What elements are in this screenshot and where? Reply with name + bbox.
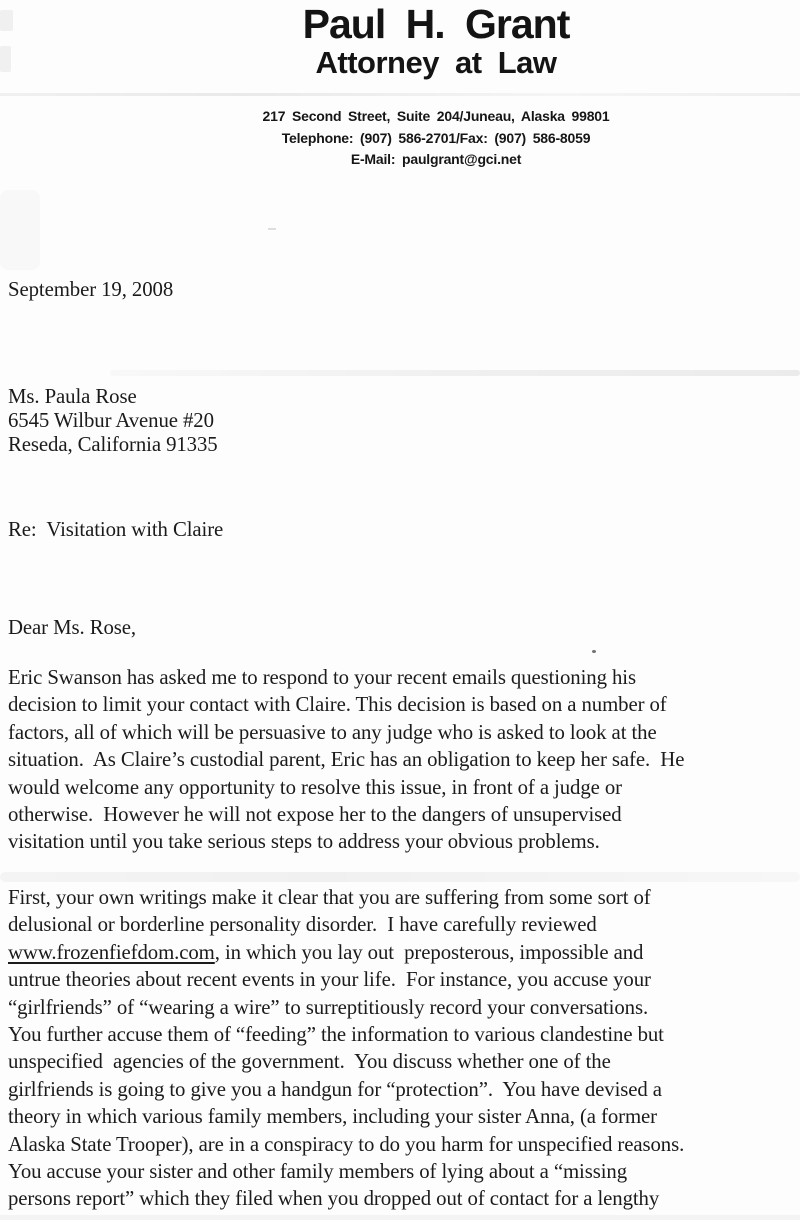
recipient-address-block [8,385,218,458]
text-line: situation. As Claire’s custodial parent, Eric has an obligation to keep her safe. He [8,748,685,772]
scan-artifact-speck [268,228,276,230]
text-line: You accuse your sister and other family members of lying about a “missing [8,1160,627,1184]
salutation [8,614,136,641]
text-line: visitation until you take serious steps to address your obvious problems. [8,830,600,854]
text-line: You further accuse them of “feeding” the information to various clandestine but [8,1023,664,1047]
text-line: “girlfriends” of “wearing a wire” to surreptitiously record your conversations. [8,995,649,1019]
letter-date [8,276,173,303]
text-line: www.frozenfiefdom.com, in which you lay out preposterous, impossible and [8,940,644,964]
text-line: untrue theories about recent events in your life. For instance, you accuse your [8,968,651,992]
text-line: factors, all of which will be persuasive to any judge who is asked to look at the [8,720,657,744]
text-line: Alaska State Trooper), are in a conspiracy to do you harm for unspecified reasons. [8,1132,685,1156]
text-line: 6545 Wilbur Avenue #20 [8,409,214,433]
text-line: unspecified agencies of the government. You discuss whether one of the [8,1050,611,1074]
text-line: would welcome any opportunity to resolve this issue, in front of a judge or [8,775,622,799]
text-line: theory in which various family members, including your sister Anna, (a former [8,1105,657,1129]
text-line: otherwise. However he will not expose her to the dangers of unsupervised [8,803,622,827]
text-line: decision to limit your contact with Claire. This decision is based on a number of [8,693,667,717]
scan-artifact-smudge [0,190,40,270]
scan-artifact-speck [592,650,596,653]
text-line: girlfriends is going to give you a handgun for “protection”. You have devised a [8,1077,662,1101]
scan-artifact-line [0,93,800,96]
scan-artifact-band [0,1215,800,1220]
body-paragraph-2 [8,884,684,1213]
scan-artifact-band [110,370,800,376]
scan-artifact-band [0,872,800,882]
website-url-text: www.frozenfiefdom.com [8,940,215,964]
body-paragraph-1 [8,664,684,856]
scan-artifact-smudge [0,10,13,31]
scan-artifact-smudge [0,46,11,72]
subject-text: Re: Visitation with Claire [8,518,224,541]
letterhead-address: 217 Second Street, Suite 204/Juneau, Alaska 99801 [262,108,610,124]
text-line: First, your own writings make it clear that you are suffering from some sort of [8,886,651,909]
letterhead-contact-block [36,106,800,171]
attorney-title: Attorney at Law [315,45,557,80]
text-line: persons report” which they filed when you dropped out of contact for a lengthy [8,1187,660,1211]
date-text: September 19, 2008 [8,278,174,301]
text-line: Reseda, California 91335 [8,433,218,457]
salutation-text: Dear Ms. Rose, [8,616,136,639]
letterhead-phone-fax: Telephone: (907) 586-2701/Fax: (907) 586-8059 [281,129,591,146]
subject-line [8,516,223,543]
text-line: Ms. Paula Rose [8,385,137,408]
letterhead-email: E-Mail: paulgrant@gci.net [350,151,522,167]
text-line: Eric Swanson has asked me to respond to your recent emails questioning his [8,666,636,689]
attorney-name: Paul H. Grant [302,1,570,47]
text-line: delusional or borderline personality disorder. I have carefully reviewed [8,913,597,937]
